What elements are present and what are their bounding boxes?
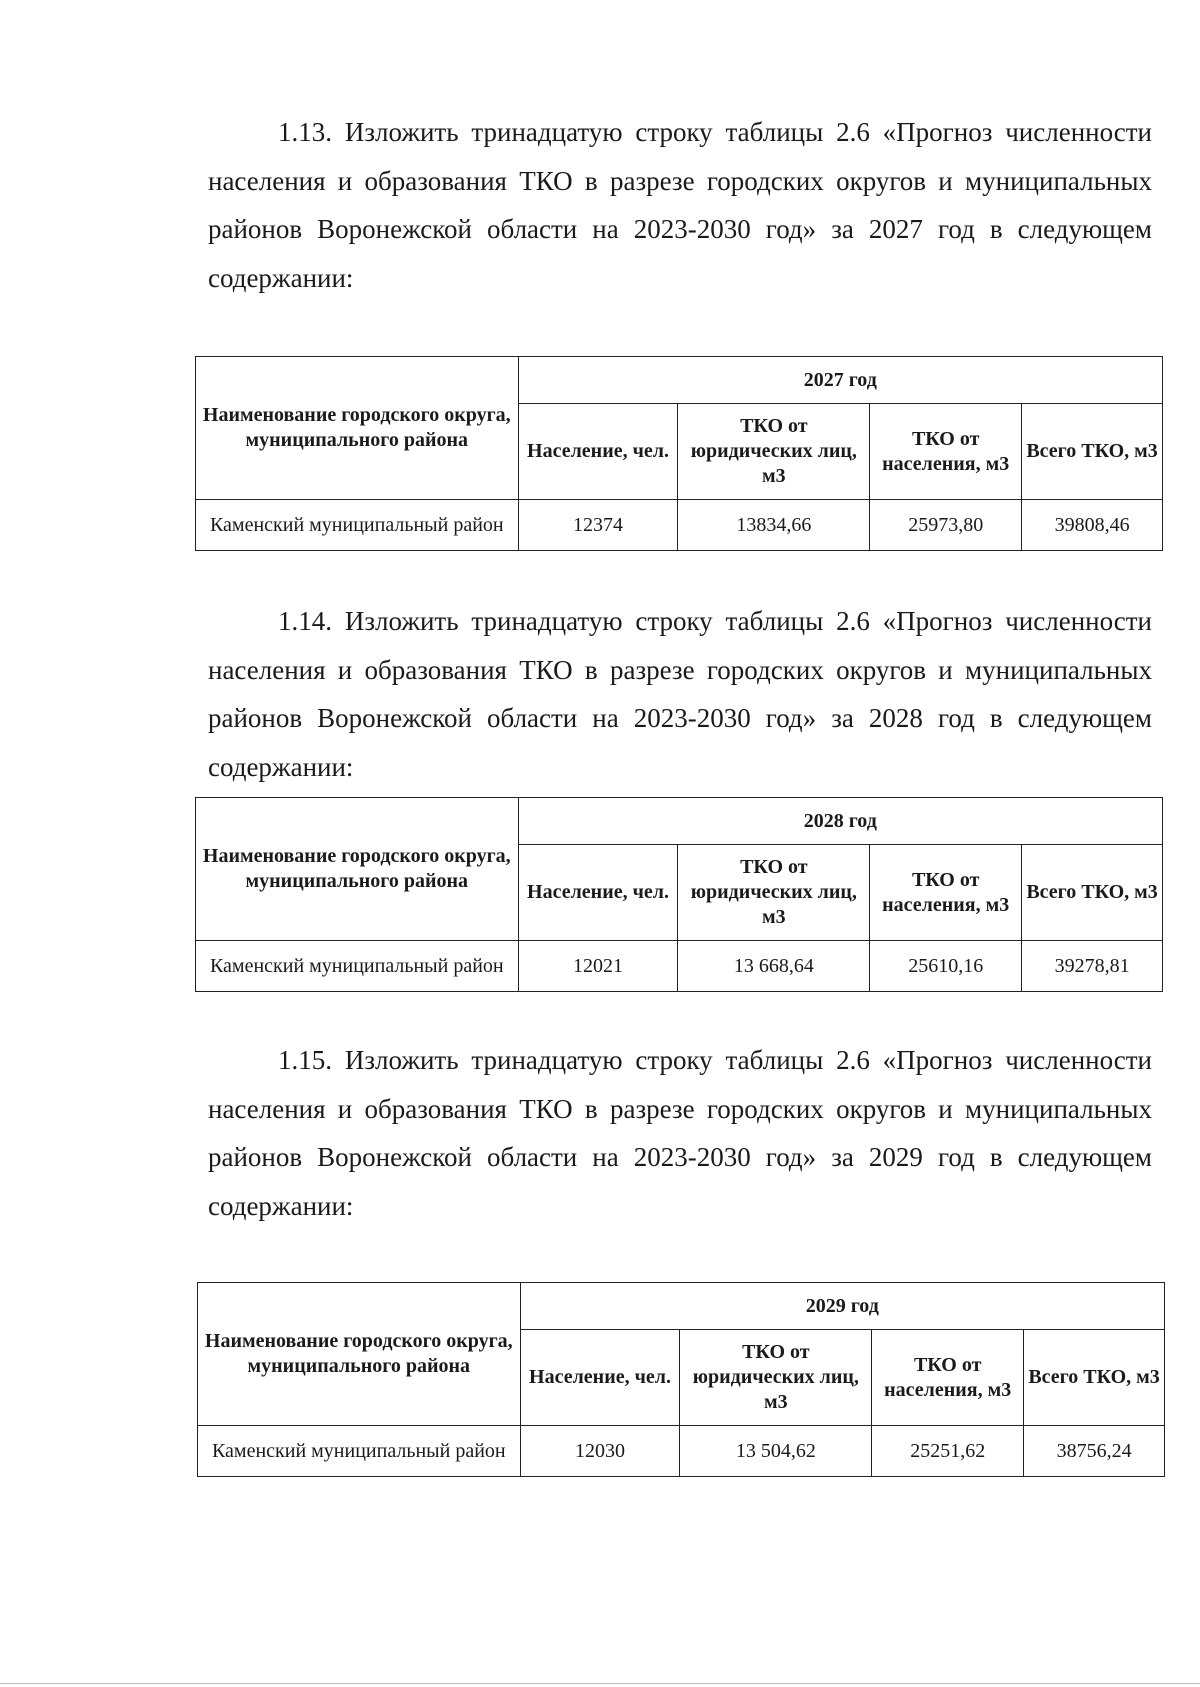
forecast-table-2028 (195, 797, 1163, 992)
header-waste-legal-entities: ТКО от юридических лиц, м3 (680, 1330, 872, 1426)
forecast-table-2029 (197, 1282, 1165, 1477)
header-population: Население, чел. (520, 1330, 680, 1426)
header-waste-residents: ТКО от населения, м3 (870, 404, 1022, 500)
cell-waste-legal-entities: 13834,66 (678, 500, 870, 551)
table-row (196, 500, 1163, 551)
cell-district-name: Каменский муниципальный район (198, 1426, 521, 1477)
cell-waste-legal-entities: 13 504,62 (680, 1426, 872, 1477)
header-year: 2028 год (518, 798, 1162, 845)
cell-district-name: Каменский муниципальный район (196, 500, 519, 551)
header-waste-residents: ТКО от населения, м3 (872, 1330, 1024, 1426)
cell-waste-total: 39278,81 (1022, 941, 1163, 992)
header-population: Население, чел. (518, 845, 678, 941)
header-waste-legal-entities: ТКО от юридических лиц, м3 (678, 404, 870, 500)
header-waste-total: Всего ТКО, м3 (1022, 845, 1163, 941)
cell-waste-residents: 25973,80 (870, 500, 1022, 551)
paragraph-1-13: 1.13. Изложить тринадцатую строку таблицы 2.6 «Прогноз численности населения и образования ТКО в разрезе городских округов и муниципальных районов Воронежской области на 2023-2030 год» за 2027 год в следующем содержании: (208, 117, 1152, 293)
scan-edge-line (0, 1683, 1200, 1684)
cell-population: 12030 (520, 1426, 680, 1477)
header-waste-residents: ТКО от населения, м3 (870, 845, 1022, 941)
header-waste-legal-entities: ТКО от юридических лиц, м3 (678, 845, 870, 941)
header-population: Население, чел. (518, 404, 678, 500)
header-district-name: Наименование городского округа, муниципального района (198, 1283, 521, 1426)
cell-waste-residents: 25251,62 (872, 1426, 1024, 1477)
header-district-name: Наименование городского округа, муниципального района (196, 357, 519, 500)
cell-district-name: Каменский муниципальный район (196, 941, 519, 992)
header-waste-total: Всего ТКО, м3 (1022, 404, 1163, 500)
header-year: 2029 год (520, 1283, 1164, 1330)
header-district-name: Наименование городского округа, муниципального района (196, 798, 519, 941)
cell-waste-residents: 25610,16 (870, 941, 1022, 992)
forecast-table-2027 (195, 356, 1163, 551)
header-year: 2027 год (518, 357, 1162, 404)
cell-waste-total: 39808,46 (1022, 500, 1163, 551)
table-row (196, 941, 1163, 992)
paragraph-1-15: 1.15. Изложить тринадцатую строку таблицы 2.6 «Прогноз численности населения и образования ТКО в разрезе городских округов и муниципальных районов Воронежской области на 2023-2030 год» за 2029 год в следующем содержании: (208, 1045, 1152, 1221)
cell-waste-total: 38756,24 (1024, 1426, 1165, 1477)
cell-population: 12021 (518, 941, 678, 992)
cell-waste-legal-entities: 13 668,64 (678, 941, 870, 992)
header-waste-total: Всего ТКО, м3 (1024, 1330, 1165, 1426)
cell-population: 12374 (518, 500, 678, 551)
table-row (198, 1426, 1165, 1477)
paragraph-1-14: 1.14. Изложить тринадцатую строку таблицы 2.6 «Прогноз численности населения и образования ТКО в разрезе городских округов и муниципальных районов Воронежской области на 2023-2030 год» за 2028 год в следующем содержании: (208, 606, 1152, 782)
